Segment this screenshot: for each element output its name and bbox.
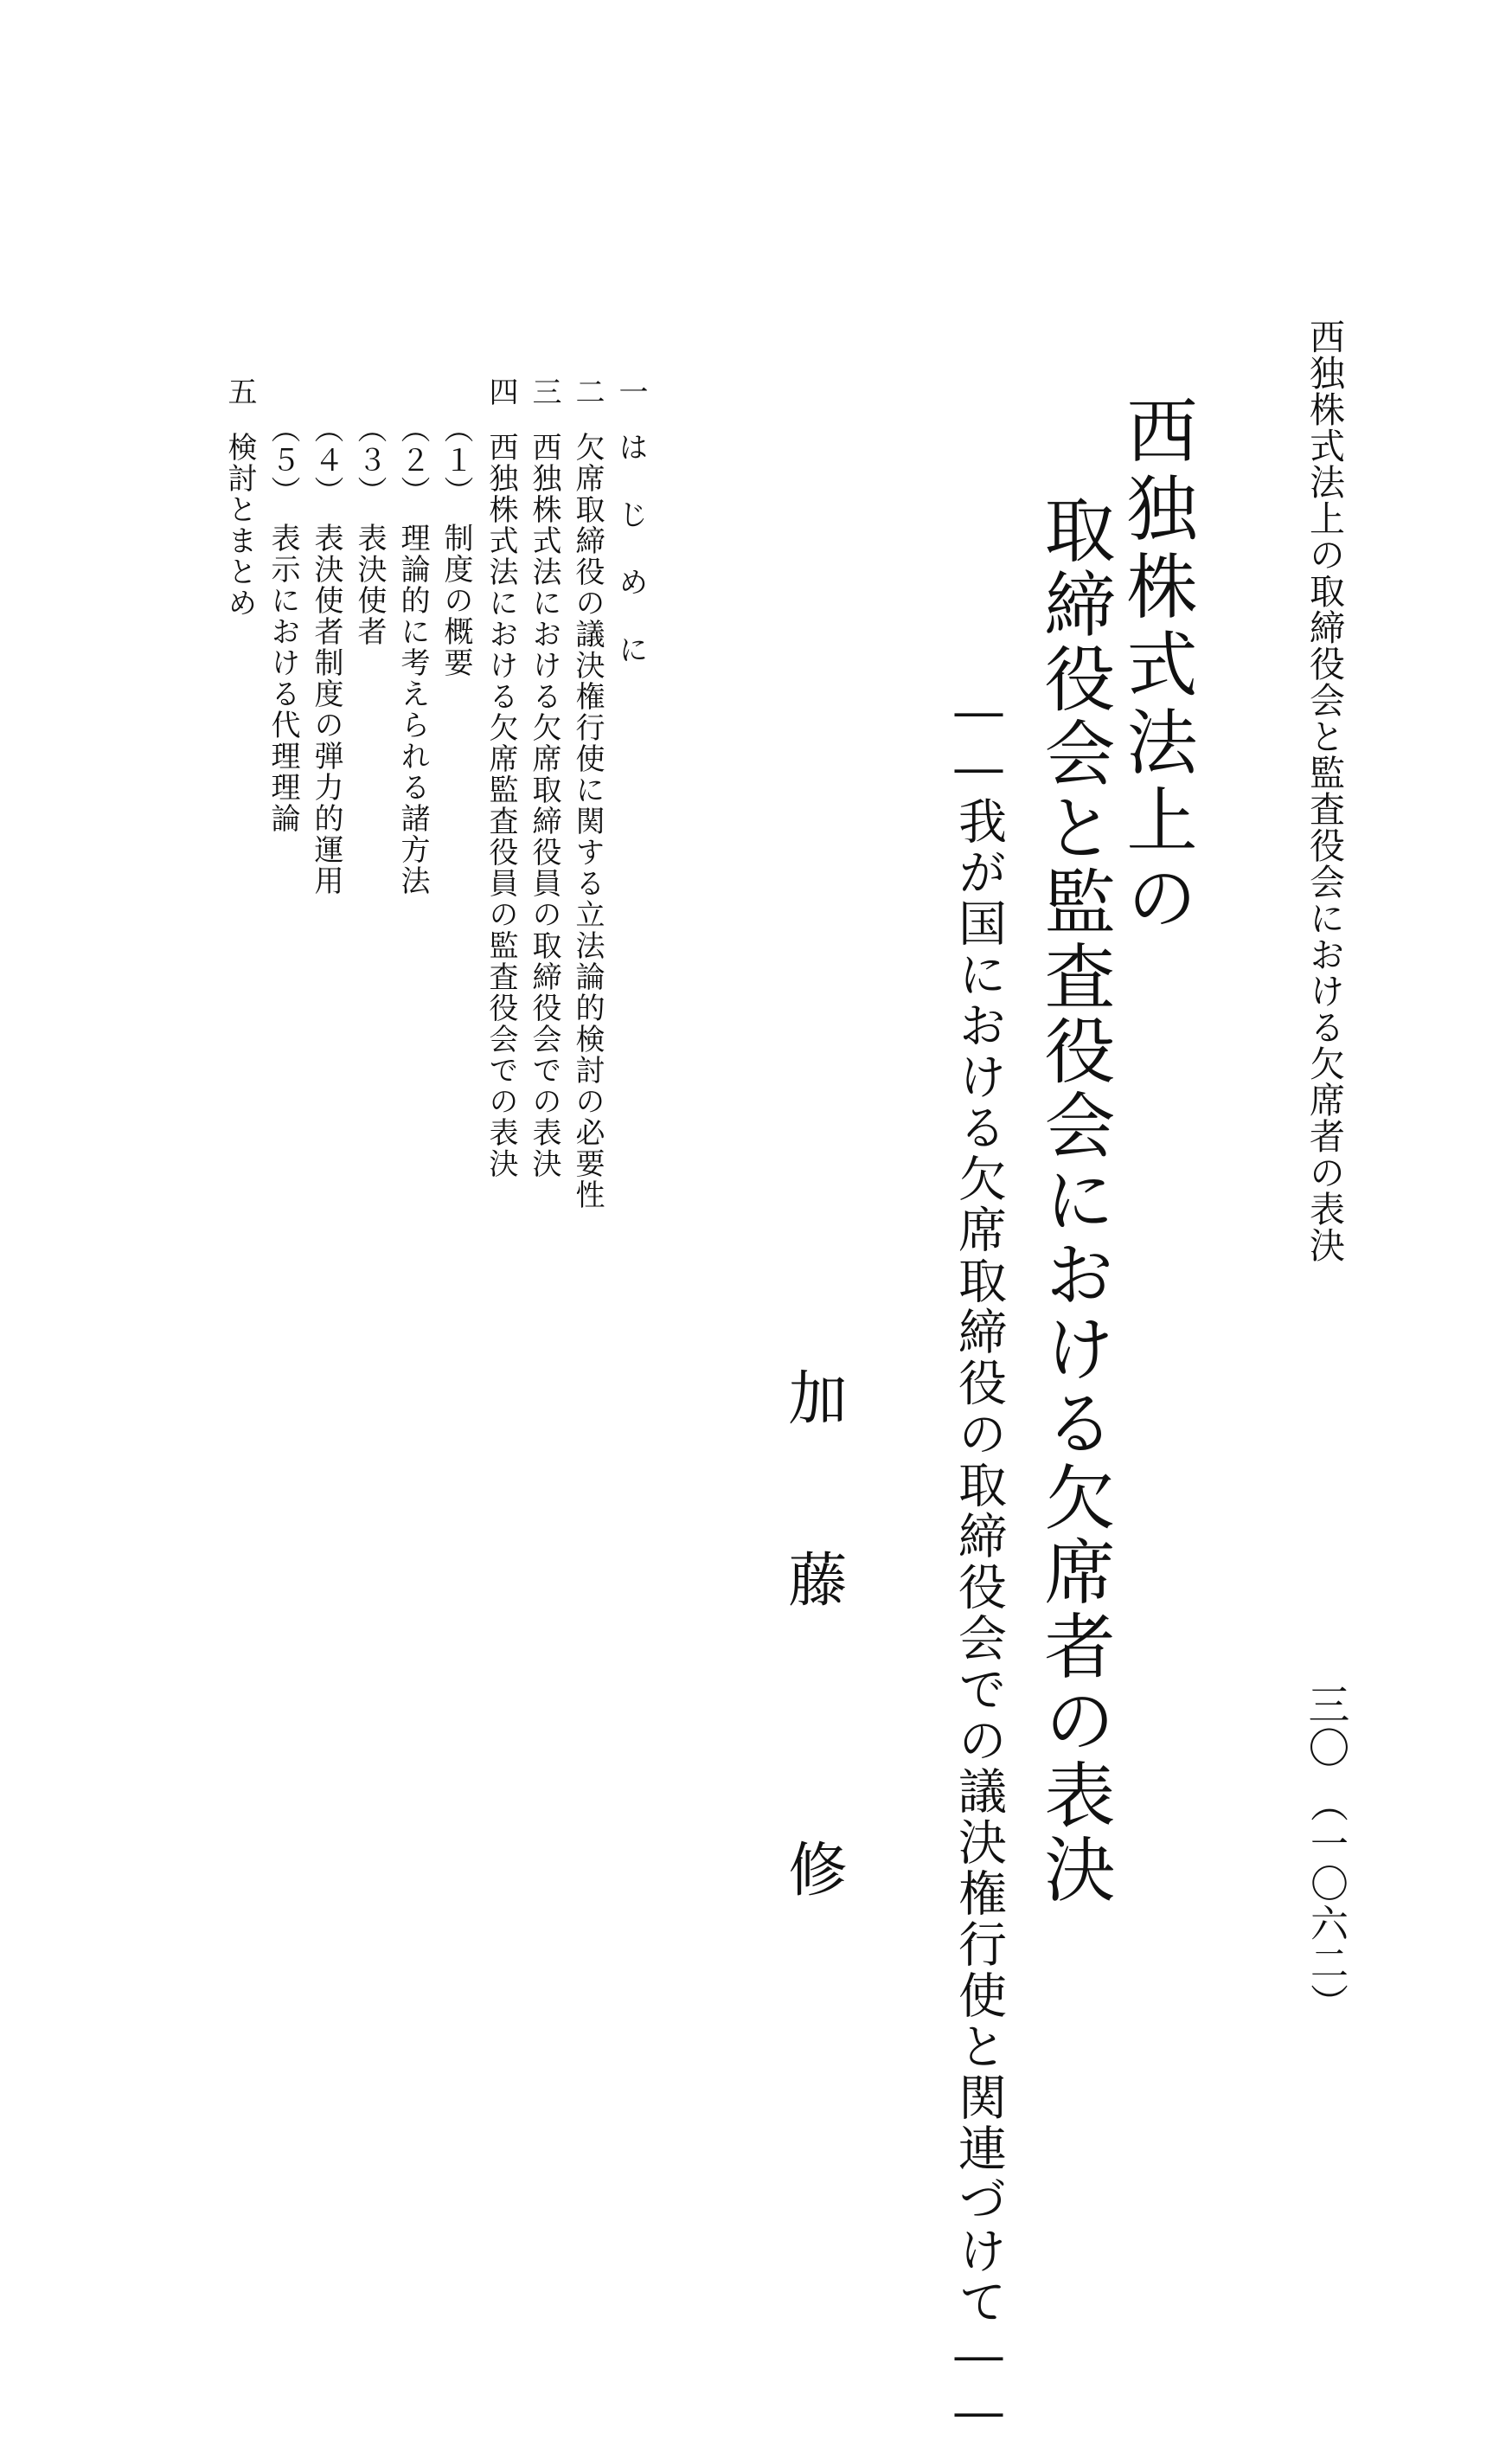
toc-item bbox=[486, 376, 516, 1179]
toc-number: 一 bbox=[613, 376, 648, 408]
toc-text: 理論的に考えられる諸方法 bbox=[395, 523, 430, 896]
toc-text: 表決使者制度の弾力的運用 bbox=[309, 523, 343, 896]
running-header: 西独株式法上の取締役会と監査役会における欠席者の表決 bbox=[1304, 318, 1345, 1263]
toc-number: 四 bbox=[484, 376, 518, 408]
toc-text: 検討とまとめ bbox=[222, 432, 257, 619]
toc-item bbox=[613, 376, 648, 665]
toc-item bbox=[570, 376, 605, 1210]
toc-subitem bbox=[352, 414, 387, 647]
toc-subitem bbox=[268, 414, 298, 834]
toc-subitem bbox=[311, 414, 341, 896]
toc-number: 五 bbox=[222, 376, 257, 408]
author-char-3: 修 bbox=[778, 1839, 847, 1897]
article-title-line-2: 取締役会と監査役会における欠席者の表決 bbox=[1033, 493, 1115, 1907]
toc-subnumber: （４） bbox=[309, 414, 343, 507]
page-number: 三〇 bbox=[1301, 1683, 1349, 1769]
toc-text: 制度の概要 bbox=[439, 523, 473, 678]
toc-subitem bbox=[441, 414, 471, 678]
article-subtitle bbox=[951, 684, 1007, 2440]
toc-number: 二 bbox=[570, 376, 605, 408]
toc-text: 西独株式法における欠席取締役員の取締役会での表決 bbox=[527, 432, 561, 1179]
toc-subitem bbox=[395, 414, 430, 896]
toc-subnumber: （１） bbox=[439, 414, 473, 507]
author-char-2: 藤 bbox=[778, 1549, 847, 1608]
toc-item bbox=[529, 376, 559, 1179]
toc-text: 表決使者 bbox=[352, 523, 387, 647]
subtitle-text: 我が国における欠席取締役の取締役会での議決権行使と関連づけて bbox=[951, 796, 1007, 2328]
author-char-1: 加 bbox=[778, 1367, 847, 1426]
toc-text: 表示における代理理論 bbox=[266, 523, 300, 834]
toc-text: 欠席取締役の議決権行使に関する立法論的検討の必要性 bbox=[570, 432, 605, 1210]
toc-text: 西独株式法における欠席監査役員の監査役会での表決 bbox=[484, 432, 518, 1179]
toc-number: 三 bbox=[527, 376, 561, 408]
toc-subnumber: （３） bbox=[352, 414, 387, 507]
toc-text: は じ め に bbox=[613, 432, 648, 665]
toc-subnumber: （２） bbox=[395, 414, 430, 507]
subtitle-dash-open: ―― bbox=[951, 684, 1007, 796]
folio-number: （一〇六二） bbox=[1304, 1784, 1348, 2023]
toc-subnumber: （５） bbox=[266, 414, 300, 507]
article-title-line-1: 西独株式法上の bbox=[1115, 394, 1197, 939]
toc-item bbox=[222, 376, 257, 619]
subtitle-dash-close: ―― bbox=[951, 2328, 1007, 2440]
